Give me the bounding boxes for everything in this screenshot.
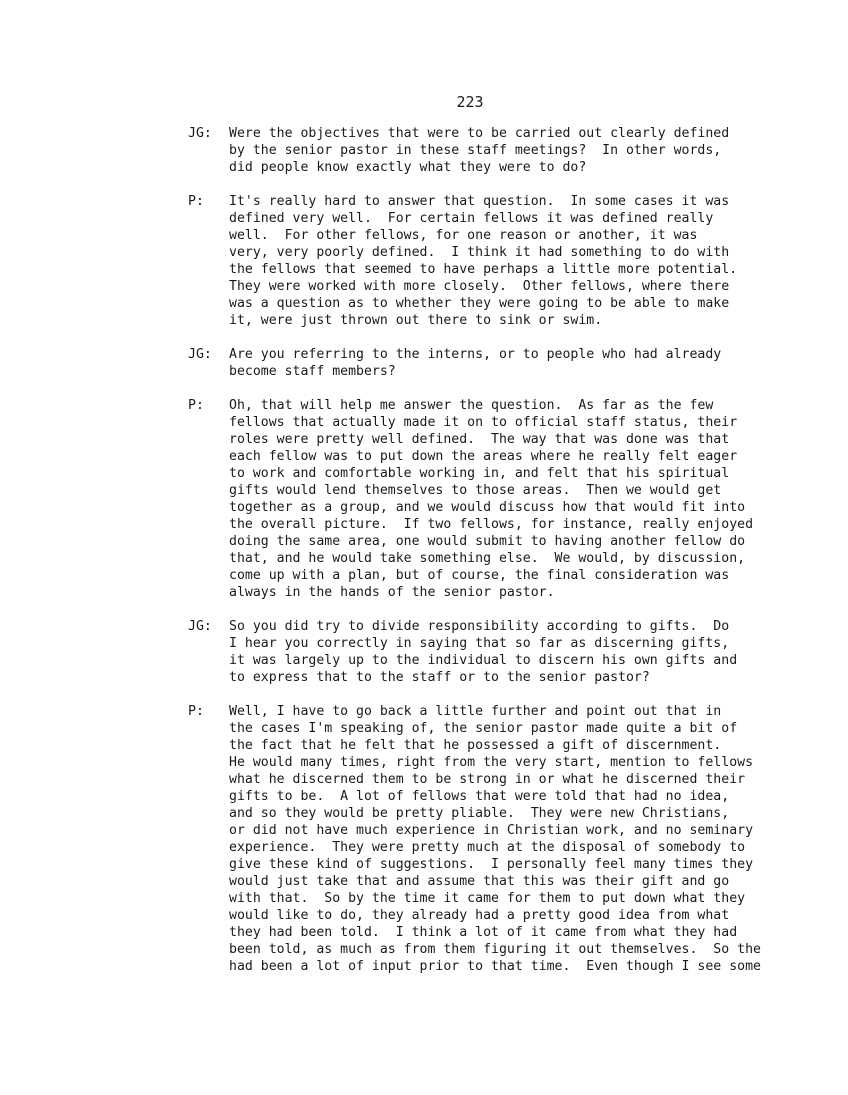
text-line: to work and comfortable working in, and felt that his spiritual — [229, 466, 730, 481]
speaker-label: P: — [188, 194, 204, 209]
text-line: gifts would lend themselves to those areas. Then we would get — [229, 483, 722, 498]
text-line: it, were just thrown out there to sink or swim. — [229, 313, 603, 328]
page-number: 223 — [456, 93, 484, 111]
text-line: together as a group, and we would discuss how that would fit into — [229, 500, 746, 515]
text-line: It's really hard to answer that question. In some cases it was — [229, 194, 730, 209]
transcript-entry — [188, 346, 828, 380]
text-line: each fellow was to put down the areas where he really felt eager — [229, 449, 738, 464]
speaker-label: JG: — [188, 619, 212, 634]
speech-text — [229, 193, 828, 329]
text-line: been told, as much as from them figuring it out themselves. So the — [229, 942, 761, 957]
text-line: defined very well. For certain fellows it was defined really — [229, 211, 714, 226]
speaker-label: P: — [188, 704, 204, 719]
text-line: Well, I have to go back a little further and point out that in — [229, 704, 722, 719]
text-line: would like to do, they already had a pretty good idea from what — [229, 908, 730, 923]
speech-text — [229, 703, 828, 975]
text-line: would just take that and assume that this was their gift and go — [229, 874, 730, 889]
text-line: very, very poorly defined. I think it had something to do with — [229, 245, 730, 260]
text-line: or did not have much experience in Christian work, and no seminary — [229, 823, 754, 838]
text-line: They were worked with more closely. Other fellows, where there — [229, 279, 730, 294]
speaker-label: JG: — [188, 347, 212, 362]
text-line: gifts to be. A lot of fellows that were told that had no idea, — [229, 789, 730, 804]
text-line: roles were pretty well defined. The way that was done was that — [229, 432, 730, 447]
text-line: had been a lot of input prior to that time. Even though I see some — [229, 959, 761, 974]
speech-text — [229, 397, 828, 601]
speech-text — [229, 346, 828, 380]
speech-text — [229, 618, 828, 686]
text-line: they had been told. I think a lot of it came from what they had — [229, 925, 738, 940]
text-line: doing the same area, one would submit to having another fellow do — [229, 534, 746, 549]
text-line: Were the objectives that were to be carried out clearly defined — [229, 126, 730, 141]
text-line: well. For other fellows, for one reason or another, it was — [229, 228, 698, 243]
text-line: experience. They were pretty much at the disposal of somebody to — [229, 840, 746, 855]
text-line: by the senior pastor in these staff meetings? In other words, — [229, 143, 722, 158]
speaker-label: JG: — [188, 126, 212, 141]
text-line: was a question as to whether they were going to be able to make — [229, 296, 730, 311]
text-line: and so they would be pretty pliable. They were new Christians, — [229, 806, 730, 821]
text-line: fellows that actually made it on to official staff status, their — [229, 415, 738, 430]
text-line: I hear you correctly in saying that so far as discerning gifts, — [229, 636, 730, 651]
text-line: what he discerned them to be strong in or what he discerned their — [229, 772, 746, 787]
text-line: the cases I'm speaking of, the senior pastor made quite a bit of — [229, 721, 738, 736]
text-line: to express that to the staff or to the senior pastor? — [229, 670, 650, 685]
transcript-entry — [188, 193, 828, 329]
text-line: Are you referring to the interns, or to people who had already — [229, 347, 722, 362]
transcript-entry — [188, 397, 828, 601]
text-line: give these kind of suggestions. I personally feel many times they — [229, 857, 754, 872]
text-line: it was largely up to the individual to discern his own gifts and — [229, 653, 738, 668]
text-line: that, and he would take something else. We would, by discussion, — [229, 551, 746, 566]
text-line: the fact that he felt that he possessed a gift of discernment. — [229, 738, 722, 753]
text-line: the fellows that seemed to have perhaps a little more potential. — [229, 262, 738, 277]
text-line: become staff members? — [229, 364, 396, 379]
text-line: So you did try to divide responsibility according to gifts. Do — [229, 619, 730, 634]
interview-transcript — [188, 125, 828, 975]
text-line: always in the hands of the senior pastor. — [229, 585, 555, 600]
text-line: come up with a plan, but of course, the final consideration was — [229, 568, 730, 583]
text-line: Oh, that will help me answer the question. As far as the few — [229, 398, 714, 413]
text-line: with that. So by the time it came for them to put down what they — [229, 891, 746, 906]
text-line: He would many times, right from the very start, mention to fellows — [229, 755, 754, 770]
transcript-entry — [188, 618, 828, 686]
speech-text — [229, 125, 828, 176]
text-line: did people know exactly what they were to do? — [229, 160, 587, 175]
text-line: the overall picture. If two fellows, for instance, really enjoyed — [229, 517, 754, 532]
speaker-label: P: — [188, 398, 204, 413]
transcript-entry — [188, 125, 828, 176]
transcript-entry — [188, 703, 828, 975]
